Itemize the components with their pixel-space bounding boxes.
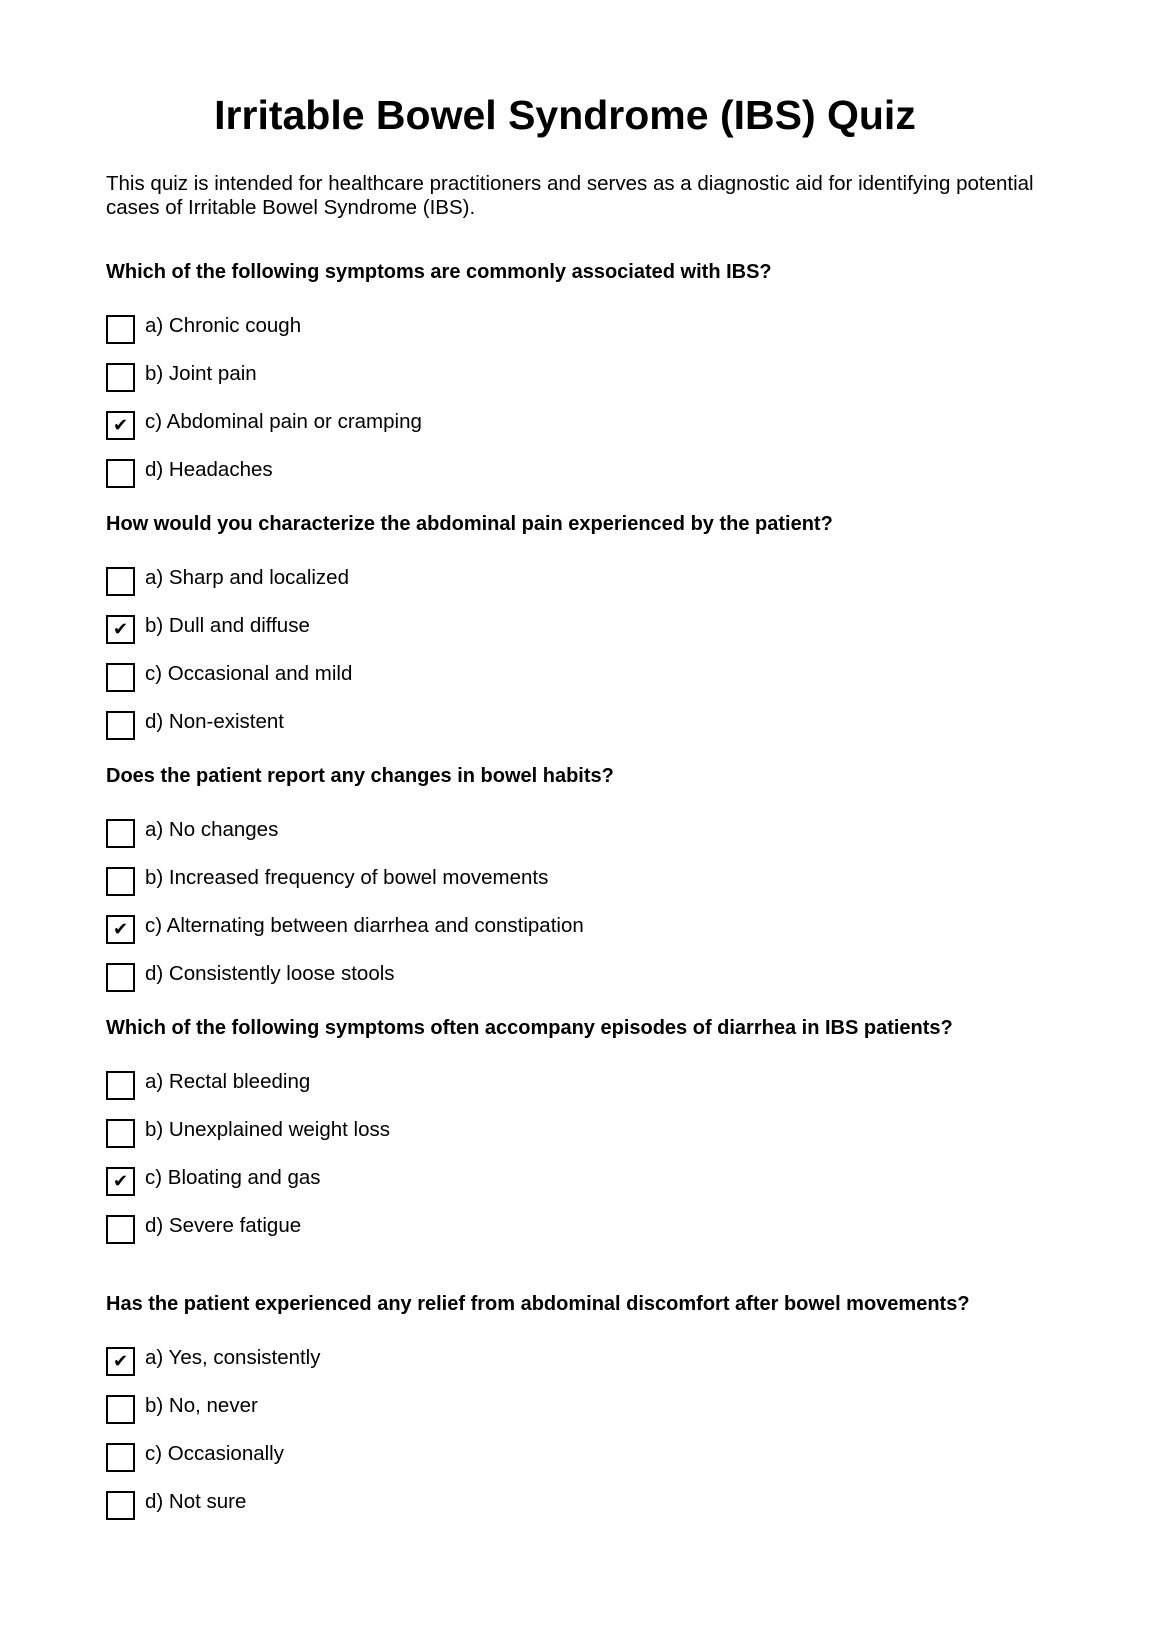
checkbox[interactable] [106, 963, 135, 992]
checkmark-icon: ✔ [112, 1171, 129, 1191]
checkbox[interactable] [106, 819, 135, 848]
checkbox[interactable] [106, 315, 135, 344]
option-label: d) Headaches [145, 458, 273, 481]
checkbox[interactable] [106, 1215, 135, 1244]
option[interactable] [106, 398, 1006, 446]
option[interactable] [106, 1058, 1006, 1106]
checked-checkbox[interactable] [106, 915, 135, 944]
option-label: b) Increased frequency of bowel movements [145, 866, 549, 889]
option[interactable] [106, 602, 1006, 650]
option[interactable] [106, 698, 1006, 746]
question-text: Which of the following symptoms are commonly associated with IBS? [106, 261, 772, 283]
option-label: a) Rectal bleeding [145, 1070, 311, 1093]
checkbox[interactable] [106, 867, 135, 896]
question-3 [106, 764, 1006, 1010]
option-label: c) Abdominal pain or cramping [145, 410, 422, 433]
checkbox[interactable] [106, 711, 135, 740]
option-label: a) Yes, consistently [145, 1346, 321, 1369]
checkmark-icon: ✔ [112, 415, 129, 435]
option[interactable] [106, 650, 1006, 698]
checkmark-icon: ✔ [112, 619, 129, 639]
option[interactable] [106, 446, 1006, 494]
option[interactable] [106, 950, 1006, 998]
checkbox[interactable] [106, 1443, 135, 1472]
option[interactable] [106, 902, 1006, 950]
option-label: c) Alternating between diarrhea and constipation [145, 914, 584, 937]
option-label: b) No, never [145, 1394, 258, 1417]
option[interactable] [106, 1430, 1006, 1478]
option-label: c) Bloating and gas [145, 1166, 321, 1189]
option-label: c) Occasionally [145, 1442, 284, 1465]
option[interactable] [106, 1106, 1006, 1154]
option-label: a) Chronic cough [145, 314, 302, 337]
checkbox[interactable] [106, 1491, 135, 1520]
question-1 [106, 260, 1006, 506]
option[interactable] [106, 1154, 1006, 1202]
question-4 [106, 1016, 1006, 1262]
checkbox[interactable] [106, 567, 135, 596]
checkbox[interactable] [106, 663, 135, 692]
checkbox[interactable] [106, 459, 135, 488]
option[interactable] [106, 1478, 1006, 1526]
option[interactable] [106, 806, 1006, 854]
option[interactable] [106, 1202, 1006, 1250]
checked-checkbox[interactable] [106, 1167, 135, 1196]
option-label: d) Not sure [145, 1490, 247, 1513]
intro-text: This quiz is intended for healthcare practitioners and serves as a diagnostic aid for identifying potential cases of Irritable Bowel Syndrome (IBS). [106, 172, 1034, 219]
option-label: d) Severe fatigue [145, 1214, 302, 1237]
question-text: Has the patient experienced any relief from abdominal discomfort after bowel movements? [106, 1293, 970, 1315]
option[interactable] [106, 554, 1006, 602]
checkbox[interactable] [106, 1071, 135, 1100]
checkbox[interactable] [106, 1395, 135, 1424]
option[interactable] [106, 1382, 1006, 1430]
option-label: a) Sharp and localized [145, 566, 349, 589]
checked-checkbox[interactable] [106, 411, 135, 440]
question-text: Which of the following symptoms often accompany episodes of diarrhea in IBS patients? [106, 1017, 953, 1039]
option-label: d) Non-existent [145, 710, 285, 733]
checked-checkbox[interactable] [106, 615, 135, 644]
page-title: Irritable Bowel Syndrome (IBS) Quiz [214, 92, 916, 138]
option[interactable] [106, 302, 1006, 350]
option[interactable] [106, 350, 1006, 398]
question-text: How would you characterize the abdominal pain experienced by the patient? [106, 513, 833, 535]
checked-checkbox[interactable] [106, 1347, 135, 1376]
checkmark-icon: ✔ [112, 1351, 129, 1371]
option[interactable] [106, 1334, 1006, 1382]
option-label: b) Dull and diffuse [145, 614, 310, 637]
question-text: Does the patient report any changes in bowel habits? [106, 765, 614, 787]
checkbox[interactable] [106, 363, 135, 392]
option-label: a) No changes [145, 818, 279, 841]
option[interactable] [106, 854, 1006, 902]
option-label: c) Occasional and mild [145, 662, 353, 685]
checkmark-icon: ✔ [112, 919, 129, 939]
checkbox[interactable] [106, 1119, 135, 1148]
option-label: b) Unexplained weight loss [145, 1118, 390, 1141]
question-2 [106, 512, 1006, 758]
option-label: b) Joint pain [145, 362, 257, 385]
option-label: d) Consistently loose stools [145, 962, 395, 985]
question-5 [106, 1292, 1006, 1538]
